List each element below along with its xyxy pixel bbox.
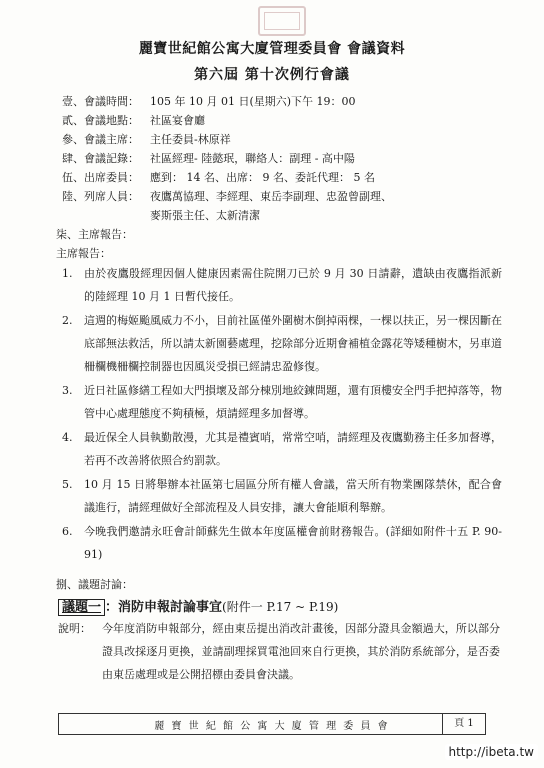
meta-value: 夜鷹萬協理、李經理、東岳李副理、忠盈曾副理、 [150,190,392,203]
list-item [62,379,502,425]
meeting-location-row [62,111,502,130]
meta-key: 貳、會議地點： [62,114,139,127]
list-item [62,473,502,519]
list-item [62,309,502,378]
item-number: 2. [62,314,73,327]
meta-value: 麥斯張主任、太新清潔 [150,209,260,222]
meta-value: 105 年 10 月 01 日(星期六)下午 19：00 [150,95,356,108]
chair-report-heading: 柒、主席報告： [56,228,133,241]
item-text: 最近保全人員執勤散漫，尤其是禮賓哨，常常空哨，請經理及夜鷹勤務主任多加督導，若再不改善將依照合約罰款。 [84,431,502,467]
discussion-heading: 捌、議題討論： [56,578,133,591]
meeting-chair-row [62,130,502,149]
seal-stamp [258,6,306,36]
list-item [62,262,502,308]
meeting-recorder-row [62,149,502,168]
page-number: 頁 1 [442,714,485,734]
agenda-item-1 [58,596,338,615]
watermark: http://ibeta.tw [445,744,539,760]
agenda-item-title: ：消防申報討論事宜 [105,600,223,615]
meta-key: 參、會議主席： [62,133,139,146]
agenda-item-attachment: (附件一 P.17 ~ P.19) [222,600,339,614]
item-number: 3. [62,384,73,397]
description-text: 今年度消防申報部分，經由東岳提出消改計畫後，因部分證具金額過大，所以部分證具改採逐月更換，並請副理採買電池回來自行更換，其於消防系統部分，是否委由東岳處理或是公開招標由委員會決議。 [102,622,500,681]
meta-key: 肆、會議記錄： [62,152,139,165]
meta-key: 伍、出席委員： [62,171,139,184]
document-subtitle: 第六屆 第十次例行會議 [194,67,350,83]
document-title: 麗寶世紀館公寓大廈管理委員會 會議資料 [138,41,406,57]
attendance-row [62,168,502,187]
item-text: 這週的梅姬颱風威力不小，目前社區僅外圍樹木倒掉兩棵，一棵以扶正，另一棵因斷在底部無法救活，所以請太新園藝處理，挖除部分近期會補植金露花等矮種樹木，另車道柵欄機柵欄控制器也因風災受損已經請忠盈修復。 [84,314,502,373]
description-label: 說明： [58,622,91,635]
page-footer [58,713,486,735]
item-text: 今晚我們邀請永旺會計師蘇先生做本年度區權會前財務報告。(詳細如附件十五 P. 90-91) [84,525,502,561]
meta-value: 社區經理- 陸懿珉，聯絡人：副理 - 高中陽 [150,152,355,165]
agenda-item-label: 議題一 [58,599,105,616]
attendees-row [62,187,502,206]
agenda-description [58,617,500,686]
item-text: 由於夜鷹殷經理因個人健康因素需住院開刀已於 9 月 30 日請辭，遺缺由夜鷹指派新的陸經理 10 月 1 日暫代接任。 [84,267,502,303]
meta-key: 陸、列席人員： [62,190,139,203]
list-item [62,520,502,566]
meta-value: 主任委員-林原祥 [150,133,231,146]
item-text: 10 月 15 日將舉辦本社區第七屆區分所有權人會議，當天所有物業團隊禁休，配合會議進行，請經理做好全部流程及人員安排，讓大會能順利舉辦。 [84,478,502,514]
list-item [62,426,502,472]
footer-title: 麗 寶 世 紀 館 公 寓 大 廈 管 理 委 員 會 [154,721,390,732]
meta-value: 社區宴會廳 [150,114,205,127]
item-number: 5. [62,478,73,491]
item-text: 近日社區修繕工程如大門損壞及部分棟別地絞鍊問題，還有頂樓安全門手把掉落等，物管中心處理態度不夠積極，煩請經理多加督導。 [84,384,502,420]
manager-report-heading: 主席報告： [56,247,111,260]
report-list [62,262,502,567]
meta-value: 應到： 14 名、出席： 9 名、委託代理： 5 名 [150,171,375,184]
meeting-time-row [62,92,502,111]
item-number: 1. [62,267,73,280]
item-number: 6. [62,525,73,538]
meta-key: 壹、會議時間： [62,95,139,108]
item-number: 4. [62,431,73,444]
attendees-row-continued [62,206,502,225]
